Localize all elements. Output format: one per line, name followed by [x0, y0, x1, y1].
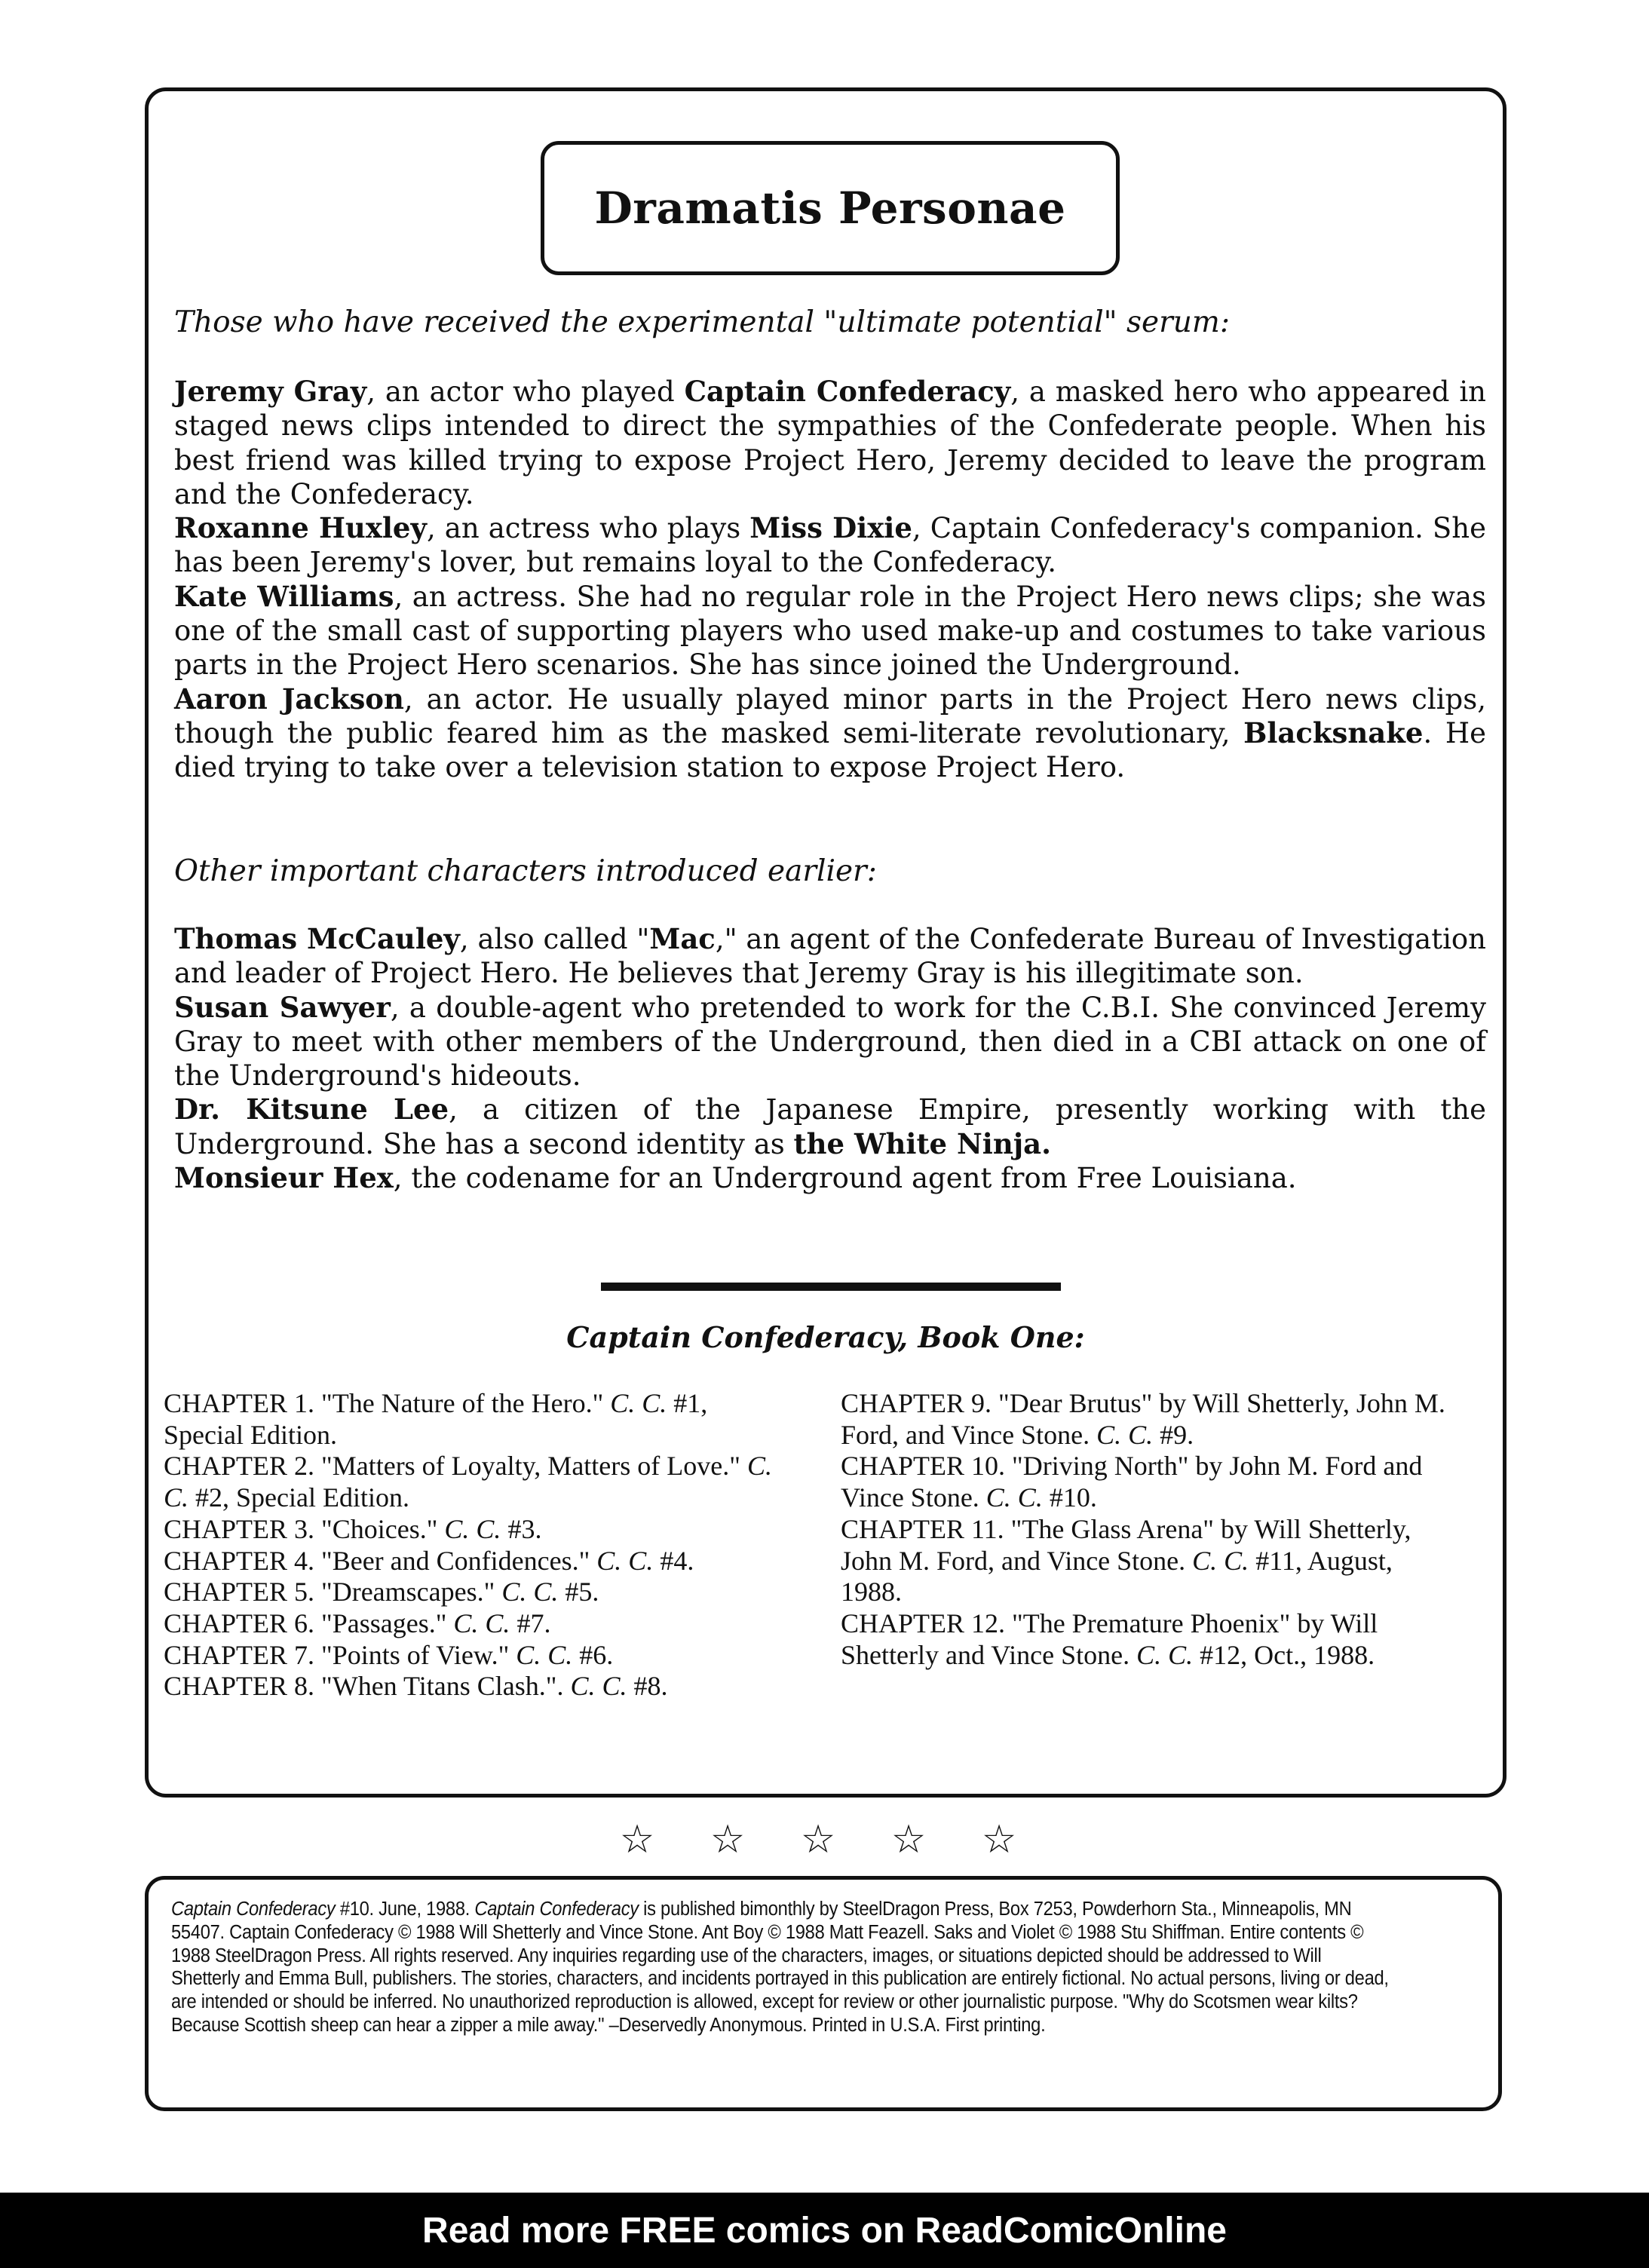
other-characters-list — [174, 922, 1486, 1195]
serum-recipients-list — [174, 375, 1486, 785]
chapter-entry: CHAPTER 5. "Dreamscapes." C. C. #5. — [164, 1577, 599, 1608]
character-name: Monsieur Hex — [174, 1161, 394, 1195]
character-name: Roxanne Huxley — [174, 511, 427, 545]
character-alias: Mac — [649, 922, 716, 955]
star-icon: ☆ — [890, 1817, 927, 1862]
chapter-entry: CHAPTER 10. "Driving North" by John M. Ford and Vince Stone. C. C. #10. — [841, 1451, 1423, 1513]
publication-credits-box — [145, 1876, 1502, 2111]
character-entry: Roxanne Huxley, an actress who plays Miss Dixie, Captain Confederacy's companion. She has been Jeremy's lover, but remains loyal to the Confederacy. — [174, 511, 1487, 579]
character-alias: Blacksnake — [1243, 716, 1424, 749]
character-name: Aaron Jackson — [174, 682, 404, 716]
character-entry: Dr. Kitsune Lee, a citizen of the Japanese Empire, presently working with the Underground. She has a second identity as the White Ninja. — [174, 1093, 1486, 1160]
character-entry: Jeremy Gray, an actor who played Captain Confederacy, a masked hero who appeared in staged news clips intended to direct the sympathies of the Confederate people. When his best friend was killed trying to expose Project Hero, Jeremy decided to leave the program and the Confederacy. — [174, 375, 1486, 510]
intro-serum-recipients: Those who have received the experimental "ultimate potential" serum: — [174, 305, 1230, 339]
character-alias: Captain Confederacy — [684, 375, 1011, 408]
character-alias: the White Ninja. — [793, 1126, 1052, 1160]
star-separator — [615, 1819, 1021, 1861]
section-divider — [601, 1283, 1061, 1291]
chapter-entry: CHAPTER 11. "The Glass Arena" by Will Shetterly, John M. Ford, and Vince Stone. C. C. #11, August, 1988. — [841, 1513, 1411, 1608]
star-icon: ☆ — [619, 1817, 655, 1862]
character-entry: Monsieur Hex, the codename for an Underground agent from Free Louisiana. — [174, 1161, 1297, 1195]
chapter-entry: CHAPTER 2. "Matters of Loyalty, Matters of Love." C. C. #2, Special Edition. — [164, 1451, 772, 1513]
chapter-entry: CHAPTER 9. "Dear Brutus" by Will Shetterly, John M. Ford, and Vince Stone. C. C. #9. — [841, 1388, 1445, 1450]
promo-footer-banner[interactable] — [0, 2193, 1649, 2268]
page-title: Dramatis Personae — [594, 182, 1066, 234]
character-alias: Miss Dixie — [749, 511, 912, 545]
title-box — [541, 141, 1120, 275]
book-title: Captain Confederacy, Book One: — [566, 1320, 1085, 1354]
chapter-list-right — [841, 1388, 1459, 1671]
star-icon: ☆ — [981, 1817, 1017, 1862]
character-entry: Aaron Jackson, an actor. He usually played minor parts in the Project Hero news clips, though the public feared him as the masked semi-literate revolutionary, Blacksnake. He died trying to take over a television station to expose Project Hero. — [174, 682, 1486, 784]
character-entry: Thomas McCauley, also called "Mac," an agent of the Confederate Bureau of Investigation and leader of Project Hero. He believes that Jeremy Gray is his illegitimate son. — [174, 922, 1487, 990]
promo-footer-text[interactable]: Read more FREE comics on ReadComicOnline — [422, 2210, 1227, 2251]
chapter-entry: CHAPTER 1. "The Nature of the Hero." C. C. #1, Special Edition. — [164, 1388, 708, 1450]
character-entry: Kate Williams, an actress. She had no regular role in the Project Hero news clips; she was one of the small cast of supporting players who used make-up and costumes to take various parts in the Project Hero scenarios. She has since joined the Underground. — [174, 579, 1486, 682]
star-icon: ☆ — [710, 1817, 746, 1862]
chapter-entry: CHAPTER 4. "Beer and Confidences." C. C. #4. — [164, 1545, 694, 1576]
character-name: Thomas McCauley — [174, 922, 460, 955]
dramatis-personae-panel — [145, 87, 1506, 1798]
chapter-entry: CHAPTER 3. "Choices." C. C. #3. — [164, 1513, 542, 1544]
chapter-list-left — [164, 1388, 782, 1703]
chapter-entry: CHAPTER 6. "Passages." C. C. #7. — [164, 1608, 551, 1638]
character-name: Dr. Kitsune Lee — [174, 1093, 449, 1126]
chapter-entry: CHAPTER 7. "Points of View." C. C. #6. — [164, 1639, 614, 1670]
publication-credits: Captain Confederacy #10. June, 1988. Captain Confederacy is published bimonthly by SteelDragon Press, Box 7253, Powderhorn Sta., Minneapolis, MN 55407. Captain Confederacy © 1988 Will Shetterly and Vince Stone. Ant Boy © 1988 Matt Feazell. Saks and Violet © 1988 Stu Shiffman. Entire contents © 1988 SteelDragon Press. All rights reserved. Any inquiries regarding use of the characters, images, or situations depicted should be addressed to Will Shetterly and Emma Bull, publishers. The stories, characters, and incidents portrayed in this publication are entirely fictional. No actual persons, living or dead, are intended or should be inferred. No unauthorized reproduction is allowed, except for review or other journalistic purpose. "Why do Scotsmen wear kilts? Because Scottish sheep can hear a zipper a mile away." –Deservedly Anonymous. Printed in U.S.A. First printing. — [171, 1899, 1389, 2036]
chapter-entry: CHAPTER 12. "The Premature Phoenix" by Will Shetterly and Vince Stone. C. C. #12, Oct., 1988. — [841, 1608, 1378, 1670]
character-name: Kate Williams — [174, 579, 394, 613]
character-name: Susan Sawyer — [174, 990, 391, 1024]
chapter-entry: CHAPTER 8. "When Titans Clash.". C. C. #8. — [164, 1671, 668, 1702]
character-entry: Susan Sawyer, a double-agent who pretended to work for the C.B.I. She convinced Jeremy Gray to meet with other members of the Underground, then died in a CBI attack on one of the Underground's hideouts. — [174, 990, 1486, 1093]
intro-other-characters: Other important characters introduced earlier: — [174, 854, 877, 888]
star-icon: ☆ — [800, 1817, 836, 1862]
character-name: Jeremy Gray — [174, 375, 367, 408]
